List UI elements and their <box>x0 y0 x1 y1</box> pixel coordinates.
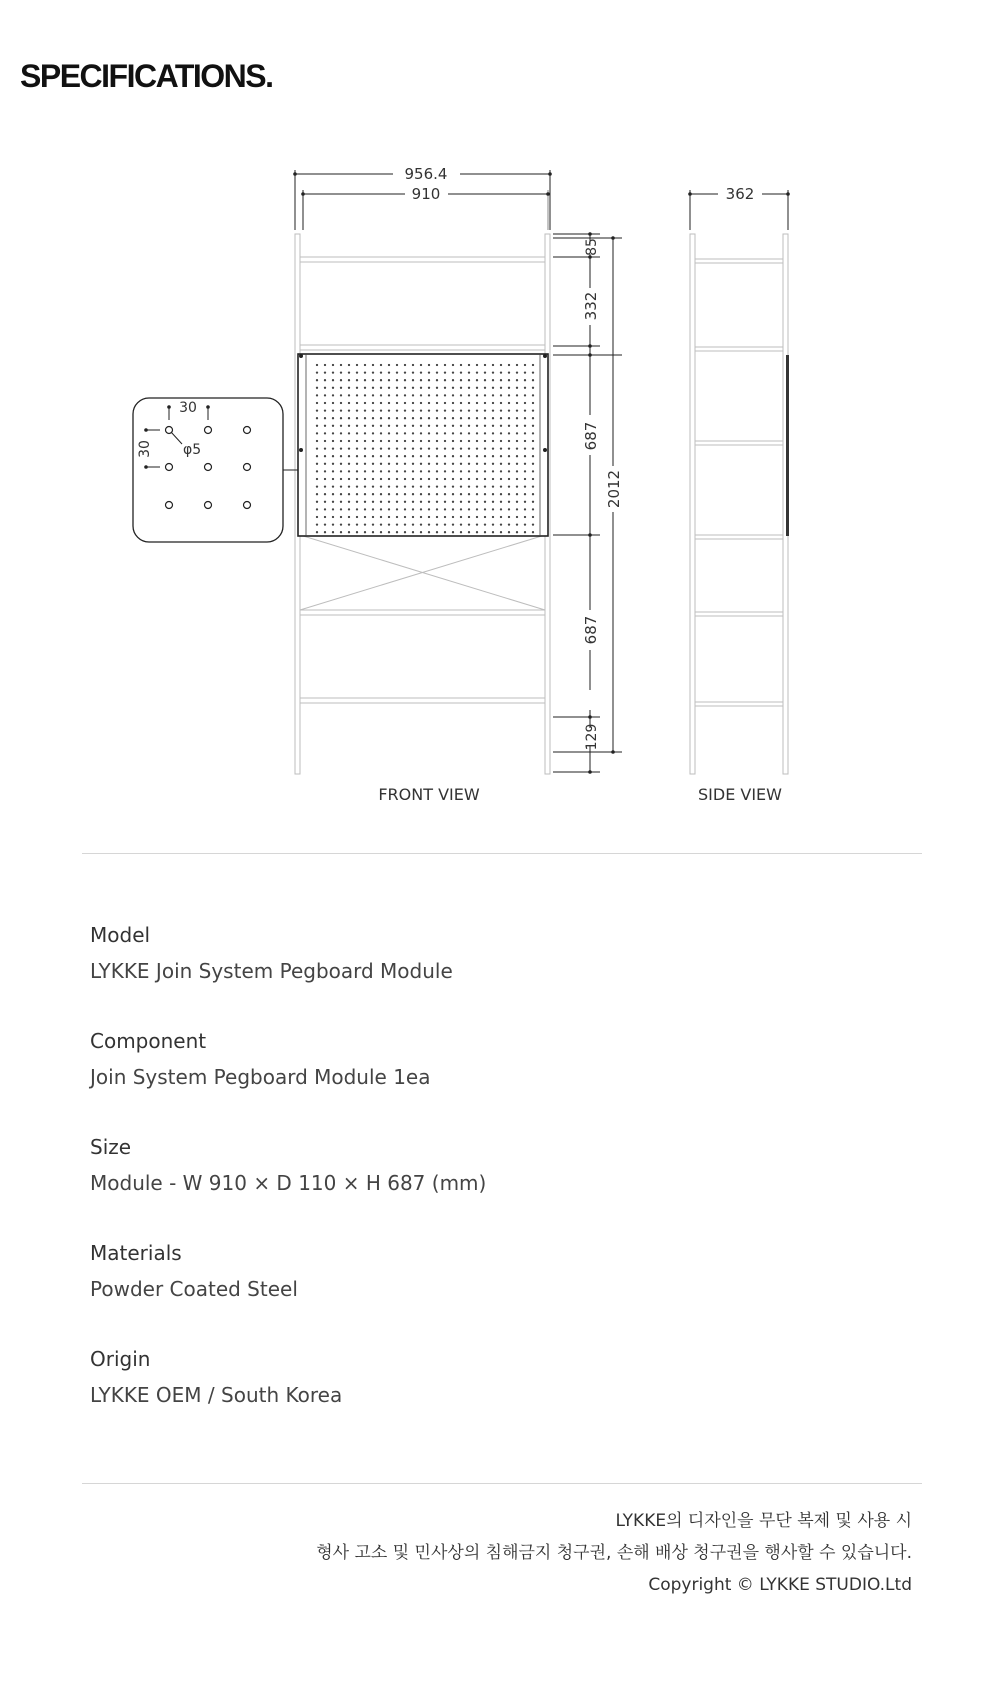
pegboard-panel <box>298 354 548 536</box>
side-view-label: SIDE VIEW <box>698 785 782 804</box>
spec-label: Model <box>90 923 151 947</box>
spec-value: Join System Pegboard Module 1ea <box>90 1065 431 1089</box>
detail-hole-diameter: φ5 <box>183 442 202 458</box>
side-pegboard <box>786 355 789 536</box>
footer-line-2: 형사 고소 및 민사상의 침해금지 청구권, 손해 배상 청구권을 행사할 수 있습니다. <box>316 1543 912 1563</box>
spec-label: Component <box>90 1029 207 1053</box>
hole-detail-callout <box>133 398 298 542</box>
spec-component <box>90 1028 890 1134</box>
detail-horizontal-pitch: 30 <box>179 400 197 416</box>
dim-lower-section: 687 <box>582 615 600 645</box>
detail-vertical-pitch: 30 <box>137 440 153 458</box>
dim-side-depth: 362 <box>725 185 755 203</box>
top-divider <box>82 853 922 854</box>
front-view-label: FRONT VIEW <box>378 785 480 804</box>
spec-value: Powder Coated Steel <box>90 1277 298 1301</box>
spec-label: Origin <box>90 1347 151 1371</box>
spec-value: LYKKE OEM / South Korea <box>90 1383 343 1407</box>
dim-total-height: 2012 <box>605 469 623 509</box>
footer-copyright: Copyright © LYKKE STUDIO.Ltd <box>648 1575 912 1595</box>
dim-pegboard-height: 687 <box>582 421 600 451</box>
spec-materials <box>90 1240 890 1346</box>
footer-line-1: LYKKE의 디자인을 무단 복제 및 사용 시 <box>615 1511 912 1531</box>
dim-bottom-gap: 129 <box>584 723 600 751</box>
dim-inner-width: 910 <box>411 185 441 203</box>
bottom-divider <box>82 1483 922 1484</box>
dim-overall-width: 956.4 <box>404 165 448 183</box>
dim-upper-shelf: 332 <box>582 291 600 321</box>
page-title: SPECIFICATIONS. <box>20 58 273 94</box>
spec-value: Module - W 910 × D 110 × H 687 (mm) <box>90 1171 487 1195</box>
dim-top-gap: 85 <box>584 238 600 256</box>
spec-value: LYKKE Join System Pegboard Module <box>90 959 453 983</box>
specification-drawing <box>0 150 1000 830</box>
side-view-frame <box>690 234 788 774</box>
spec-list <box>90 922 890 1452</box>
spec-label: Materials <box>90 1241 182 1265</box>
spec-label: Size <box>90 1135 132 1159</box>
spec-size <box>90 1134 890 1240</box>
spec-model <box>90 922 890 1028</box>
copyright-notice <box>316 1505 912 1601</box>
spec-origin <box>90 1346 890 1452</box>
